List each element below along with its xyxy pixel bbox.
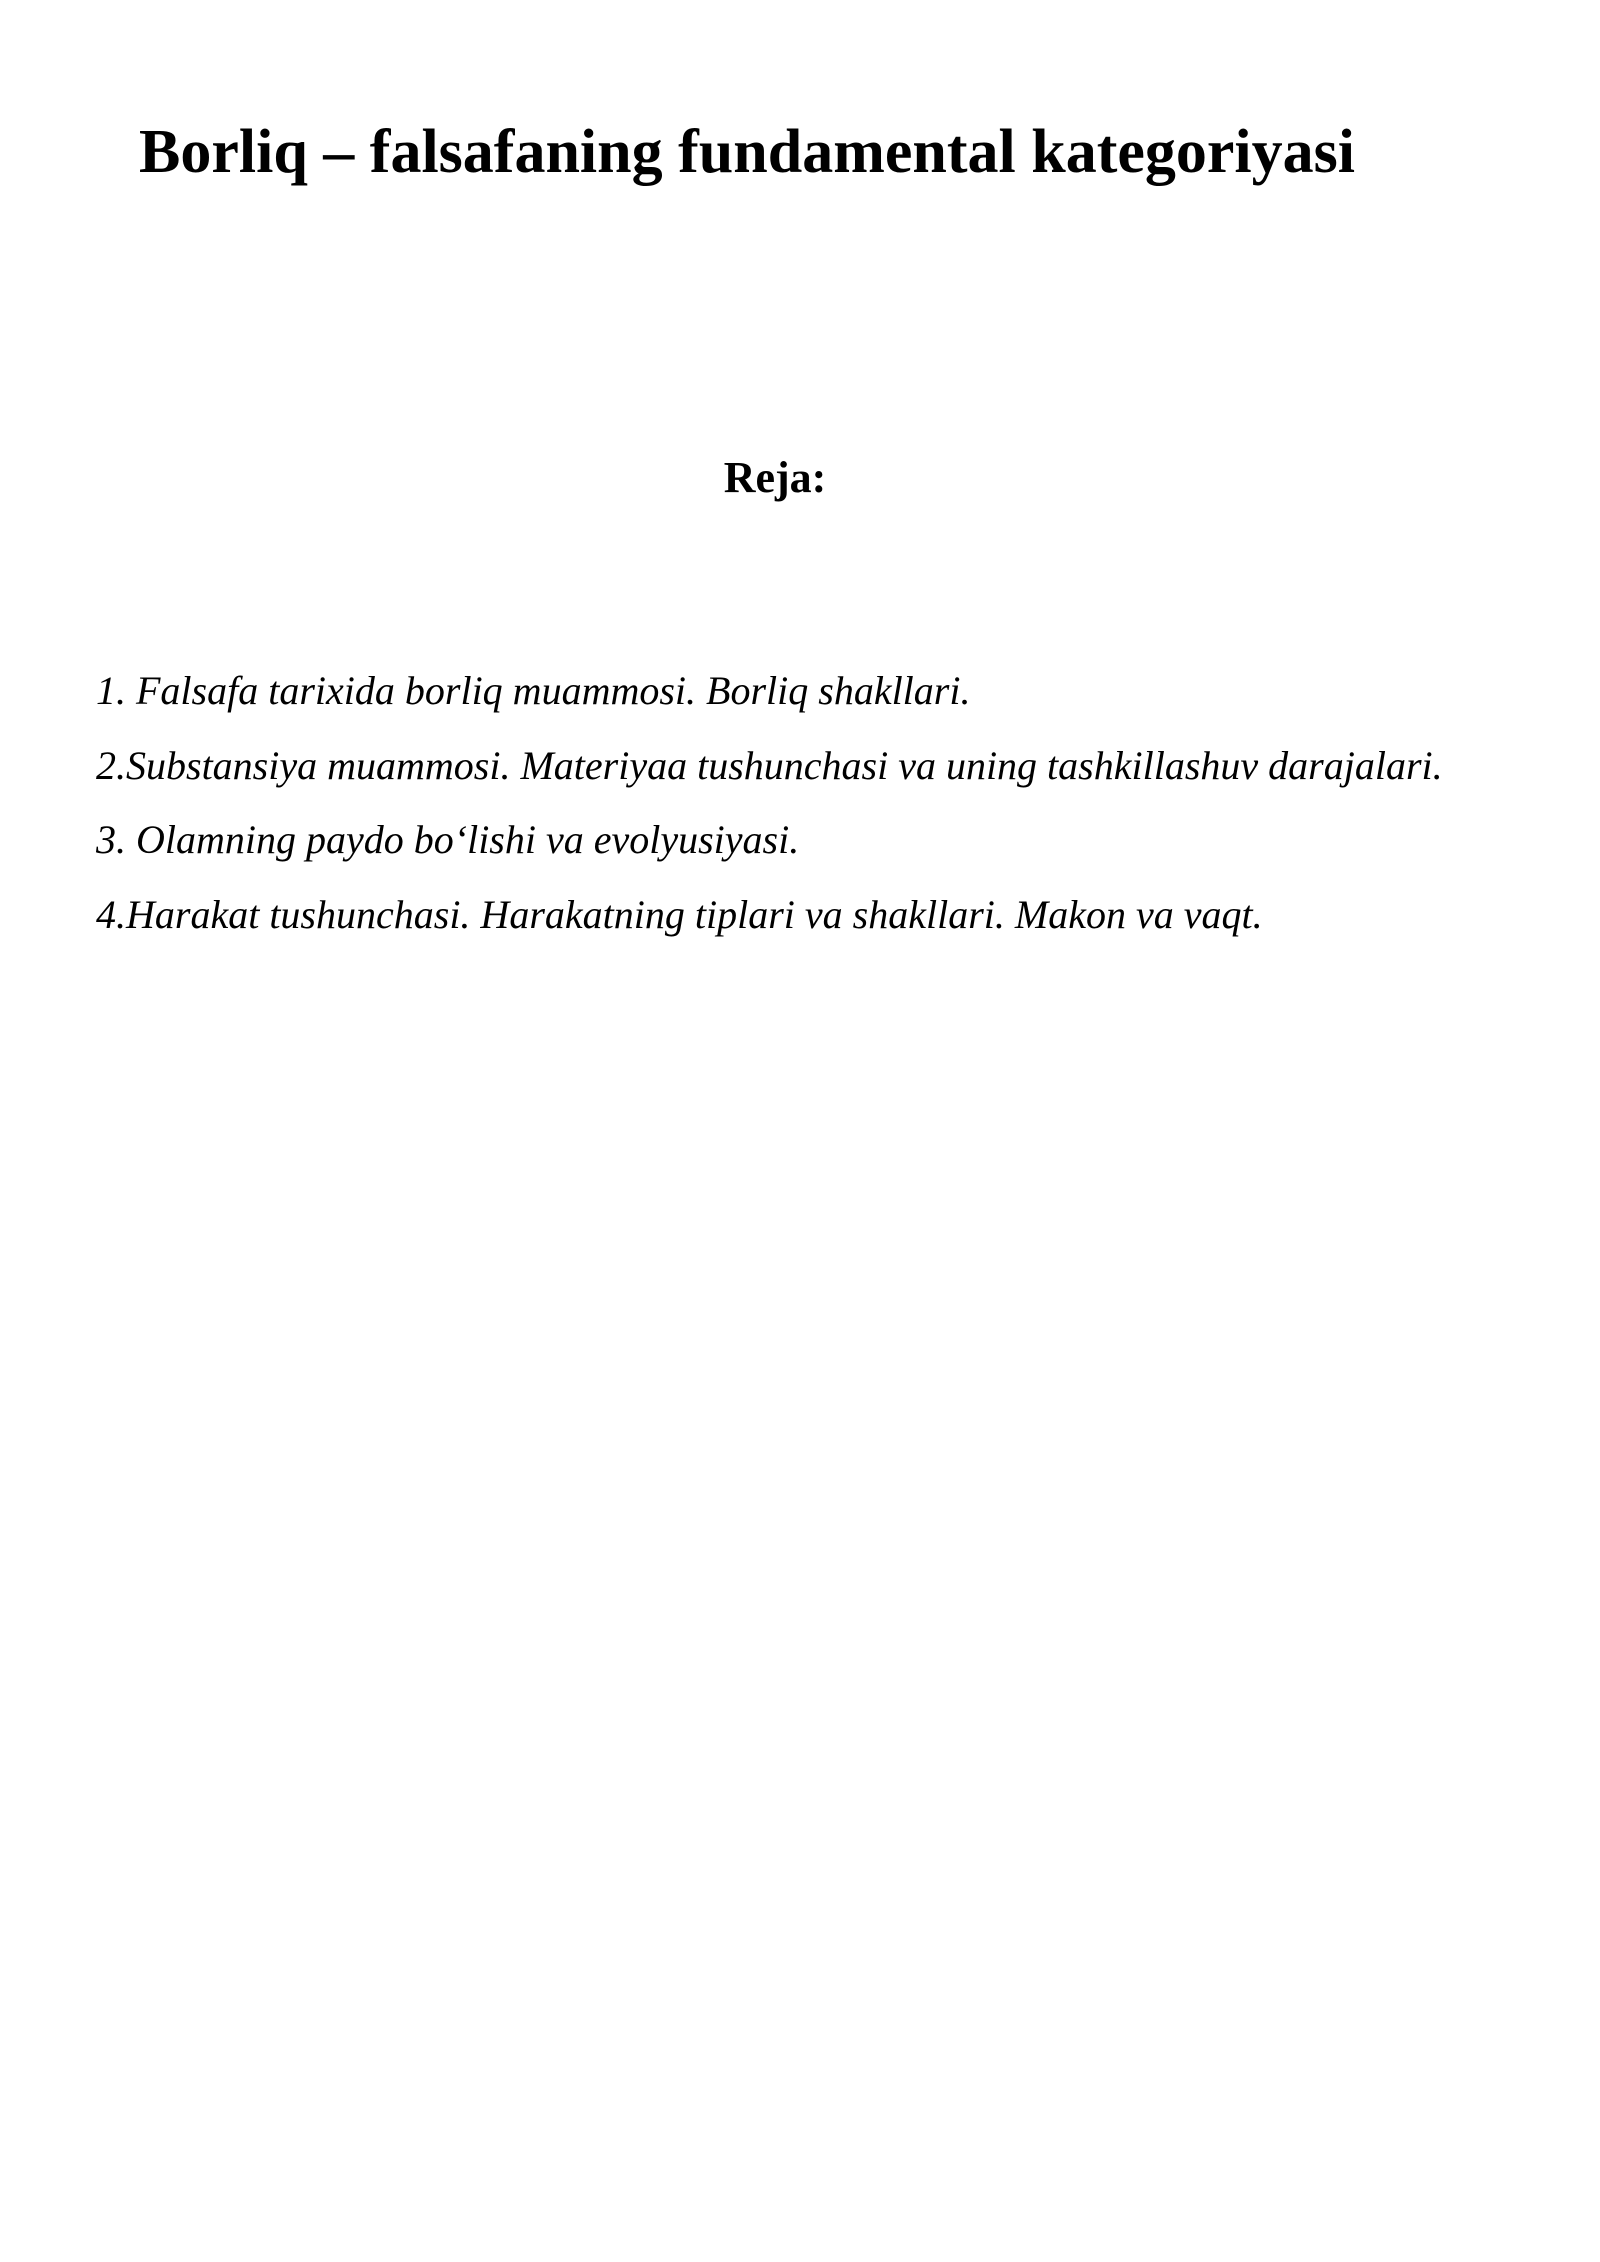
plan-item-2: 2.Substansiya muammosi. Materiyaa tushunchasi va uning tashkillashuv darajalari. [96, 742, 1443, 788]
plan-item-3: 3. Olamning paydo bo‘lishi va evolyusiyasi. [96, 817, 800, 862]
document-title: Borliq – falsafaning fundamental kategoriyasi [139, 118, 1355, 186]
plan-item-4: 4.Harakat tushunchasi. Harakatning tiplari va shakllari. Makon va vaqt. [96, 891, 1263, 937]
plan-heading: Reja: [723, 453, 827, 502]
plan-list [96, 654, 1452, 952]
plan-item-1: 1. Falsafa tarixida borliq muammosi. Borliq shakllari. [96, 668, 971, 713]
